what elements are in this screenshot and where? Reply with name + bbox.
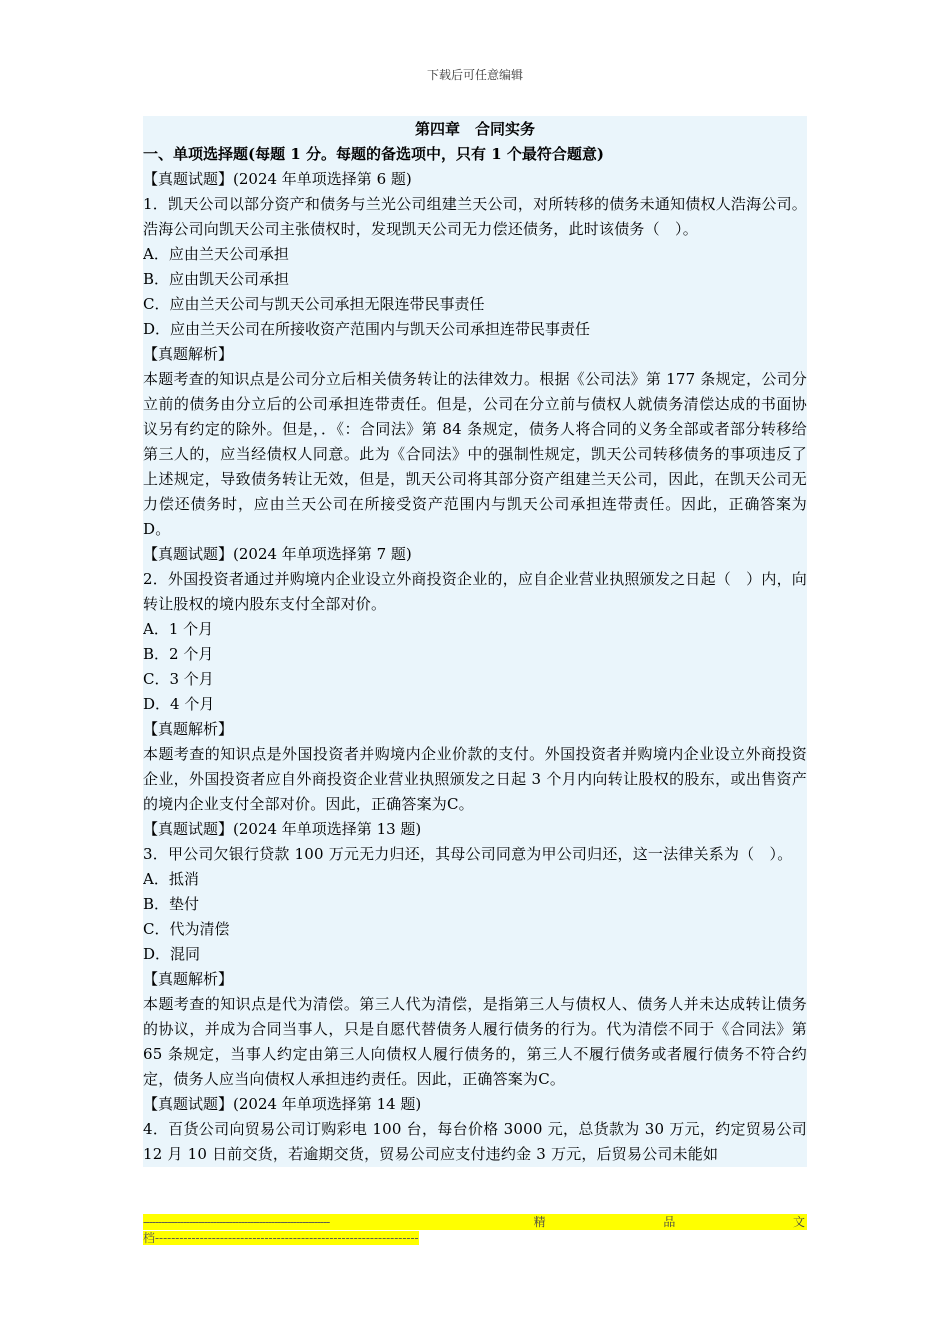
analysis-text: 本题考查的知识点是公司分立后相关债务转让的法律效力。根据《公司法》第 177 条规定，公司分立前的债务由分立后的公司承担连带责任。但是，公司在分立前与债权人就债务清偿达成的书面协议另有约定的除外。但是，．《：合同法》第 84 条规定，债务人将合同的义务全部或者部分转移给第三人的，应当经债权人同意。此为《合同法》中的强制性规定，凯天公司转移债务的事项违反了上述规定，导致债务转让无效，但是，凯天公司将其部分资产组建兰天公司，因此，在凯天公司无力偿还债务时，应由兰天公司在所接受资产范围内与凯天公司承担连带责任。因此，正确答案为D。 [143,370,807,538]
page-header: 下载后可任意编辑 [426,68,523,82]
document-body [143,116,807,1167]
option-c: C．3 个月 [143,670,214,688]
option-d: D．4 个月 [143,695,215,713]
option-a: A．抵消 [143,870,199,888]
footer-char-2: 品 [663,1215,676,1229]
question-tag: 【真题试题】(2024 年单项选择第 7 题) [143,545,412,563]
option-a: A．应由兰天公司承担 [143,245,289,263]
question-stem: 3．甲公司欠银行贷款 100 万元无力归还，其母公司同意为甲公司归还，这一法律关系为（ ）。 [143,845,793,863]
question-stem: 2．外国投资者通过并购境内企业设立外商投资企业的，应自企业营业执照颁发之日起（ ）内，向转让股权的境内股东支付全部对价。 [143,570,807,613]
page-footer [143,1214,807,1246]
question-tag: 【真题试题】(2024 年单项选择第 13 题) [143,820,422,838]
option-b: B．2 个月 [143,645,214,663]
footer-line-2 [143,1230,807,1246]
option-d: D．应由兰天公司在所接收资产范围内与凯天公司承担连带民事责任 [143,320,591,338]
option-d: D．混同 [143,945,201,963]
question-stem: 4．百货公司向贸易公司订购彩电 100 台，每台价格 3000 元，总货款为 30 万元，约定贸易公司 12 月 10 日前交货，若逾期交货，贸易公司应支付违约金 3 万元，后贸易公司未能如 [143,1120,807,1163]
section-heading: 一、单项选择题(每题 1 分。每题的备选项中，只有 1 个最符合题意) [143,145,604,163]
option-c: C．应由兰天公司与凯天公司承担无限连带民事责任 [143,295,485,313]
footer-dashes: ------------------------------------------------------------- [143,1214,418,1230]
option-b: B．应由凯天公司承担 [143,270,290,288]
question-stem: 1．凯天公司以部分资产和债务与兰光公司组建兰天公司，对所转移的债务未通知债权人浩海公司。浩海公司向凯天公司主张债权时，发现凯天公司无力偿还债务，此时该债务（ ）。 [143,195,807,238]
option-a: A．1 个月 [143,620,214,638]
analysis-tag: 【真题解析】 [143,345,234,363]
footer-char-3: 文 [793,1215,806,1229]
question-tag: 【真题试题】(2024 年单项选择第 14 题) [143,1095,422,1113]
question-tag: 【真题试题】(2024 年单项选择第 6 题) [143,170,412,188]
analysis-text: 本题考查的知识点是代为清偿。第三人代为清偿，是指第三人与债权人、债务人并未达成转让债务的协议，并成为合同当事人，只是自愿代替债务人履行债务的行为。代为清偿不同于《合同法》第 65 条规定，当事人约定由第三人向债权人履行债务的，第三人不履行债务或者履行债务不符合约定，债务人应当向债权人承担违约责任。因此，正确答案为C。 [143,995,807,1088]
analysis-tag: 【真题解析】 [143,970,234,988]
chapter-title: 第四章 合同实务 [414,120,535,138]
option-c: C．代为清偿 [143,920,230,938]
footer-line-1 [143,1214,807,1230]
analysis-tag: 【真题解析】 [143,720,234,738]
footer-dashes-2: 档----------------------------------------------------------------- [143,1231,419,1245]
footer-char-1: 精 [533,1215,546,1229]
analysis-text: 本题考查的知识点是外国投资者并购境内企业价款的支付。外国投资者并购境内企业设立外商投资企业，外国投资者应自外商投资企业营业执照颁发之日起 3 个月内向转让股权的股东，或出售资产的境内企业支付全部对价。因此，正确答案为C。 [143,745,807,813]
option-b: B．垫付 [143,895,200,913]
